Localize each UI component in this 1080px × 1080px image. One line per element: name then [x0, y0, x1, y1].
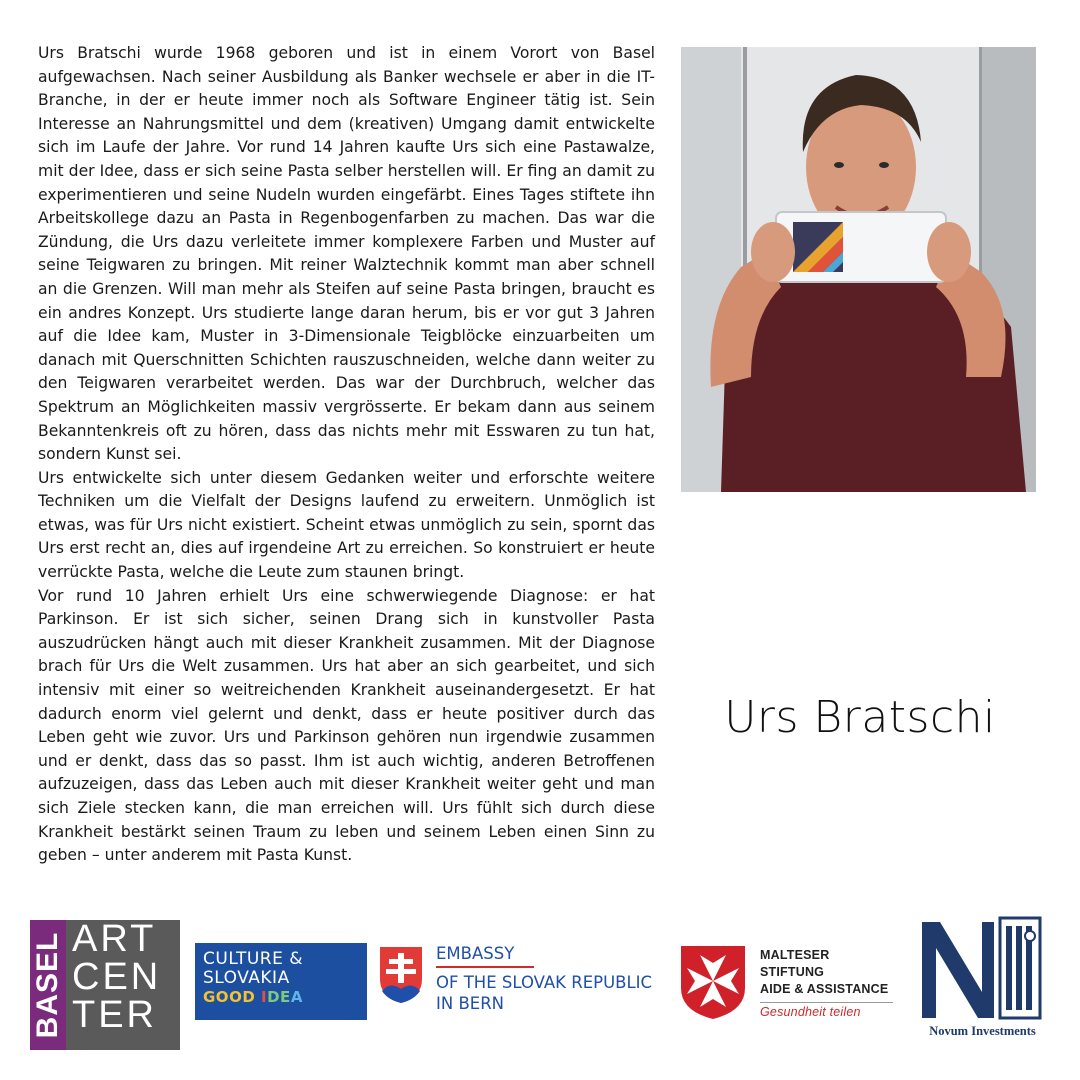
cs-de: DE: [267, 988, 291, 1006]
artist-name: Urs Bratschi: [724, 692, 996, 743]
portrait-photo: [681, 47, 1036, 492]
bac-line-3: TER: [72, 994, 157, 1036]
novum-investments-logo: [920, 914, 1045, 1044]
bac-line-1: ART: [72, 918, 157, 960]
slovak-coat-of-arms-icon: [378, 945, 424, 1005]
embassy-line-2: OF THE SLOVAK REPUBLIC: [436, 973, 653, 992]
cs-good: GOOD: [203, 988, 256, 1006]
cs-line-2: SLOVAKIA: [203, 968, 290, 988]
culture-slovakia-logo: [195, 943, 367, 1020]
cs-good-idea: [195, 988, 367, 1007]
novum-name: Novum Investments: [929, 1024, 1036, 1038]
bio-paragraph-2: Urs entwickelte sich unter diesem Gedanken weiter und erforschte weitere Techniken um die Vielfalt der Designs laufend zu erweitern. Unmöglich ist etwas, was für Urs nicht existiert. Scheint etwas unmöglich zu sein, spornt das Urs erst recht an, dies auf irgendeine Art zu erreichen. So konstruiert er heute verrückte Pasta, welche die Leute zum staunen bringt.: [38, 468, 655, 582]
bio-paragraph-1: Urs Bratschi wurde 1968 geboren und ist in einem Vorort von Basel aufgewachsen. Nach seiner Ausbildung als Banker wechsele er aber in die IT-Branche, in der er heute immer noch als Software Engineer tätig ist. Sein Interesse an Nahrungsmittel und dem (kreativen) Umgang damit entwickelte sich im Laufe der Jahre. Vor rund 14 Jahren kaufte Urs sich eine Pastawalze, mit der Idee, dass er sich seine Pasta selber herstellen will. Er fing an damit zu experimentieren und seine Nudeln wurden eingefärbt. Eines Tages stiftete ihn Arbeitskollege dazu an Pasta in Regenbogenfarben zu machen. Das war die Zündung, die Urs dazu verleitete immer komplexere Farben und Muster auf seine Teigwaren zu bringen. Mit reiner Walztechnik kommt man aber schnell an die Grenzen. Will man mehr als Steifen auf seine Pasta bringen, braucht es ein andres Konzept. Urs studierte lange daran herum, bis er vor gut 3 Jahren auf die Idee kam, Muster in 3-Dimensionale Teigblöcke einzuarbeiten um danach mit Querschnitten Schichten rauszuschneiden, welche dann weiter zu den Teigwaren verarbeitet werden. Das war der Durchbruch, welcher das Spektrum an Möglichkeiten massiv vergrösserte. Er bekam dann aus seinem Bekanntenkreis oft zu hören, dass das nichts mehr mit Esswaren zu tun hat, sondern Kunst sei.: [38, 44, 655, 464]
maltese-cross-icon: [678, 943, 748, 1021]
novum-n-building-icon: [920, 914, 1045, 1024]
embassy-line-1: EMBASSY: [436, 944, 515, 963]
embassy-line-3: IN BERN: [436, 994, 505, 1013]
basel-side-band: [30, 920, 66, 1050]
portrait-illustration: [681, 47, 1036, 492]
embassy-text: [436, 943, 652, 1014]
basel-art-center-logo: [30, 920, 180, 1050]
sponsor-logos: [0, 910, 1080, 1060]
cs-line-1: CULTURE &: [203, 949, 303, 969]
malteser-text: [760, 947, 893, 1021]
malteser-line-2: AIDE & ASSISTANCE: [760, 982, 889, 996]
embassy-logo: [378, 943, 668, 1023]
malteser-tagline: Gesundheit teilen: [760, 1002, 893, 1021]
bio-paragraph-3: Vor rund 10 Jahren erhielt Urs eine schwerwiegende Diagnose: er hat Parkinson. Er ist sich sicher, seinen Drang sich in kunstvoller Pasta auszudrücken hängt auch mit dieser Krankheit zusammen. Mit der Diagnose brach für Urs die Welt zusammen. Urs hat aber an sich gearbeitet, und sich intensiv mit einer so weitreichenden Krankheit auseinandergesetzt. Er hat dadurch enorm viel gelernt und denkt, dass er heute positiver durch das Leben geht wie zuvor. Urs und Parkinson gehören nun irgendwie zusammen und er denkt, dass das so passt. Ihm ist auch wichtig, anderen Betroffenen aufzuzeigen, dass das Leben auch mit dieser Krankheit weiter geht und man sich Ziele stecken kann, die man erreichen will. Urs fühlt sich durch diese Krankheit bestärkt seinen Traum zu leben und seinem Leben einen Sinn zu geben – unter anderem mit Pasta Kunst.: [38, 586, 655, 865]
malteser-logo: [678, 943, 893, 1023]
biography-text: [38, 42, 655, 868]
embassy-rule: [436, 966, 534, 968]
cs-a: A: [290, 988, 303, 1006]
bac-line-2: CEN: [72, 956, 162, 998]
art-center-box: [66, 920, 180, 1050]
basel-side-text: BASEL: [31, 931, 64, 1039]
cs-i: I: [261, 988, 268, 1006]
malteser-line-1: MALTESER STIFTUNG: [760, 948, 830, 979]
